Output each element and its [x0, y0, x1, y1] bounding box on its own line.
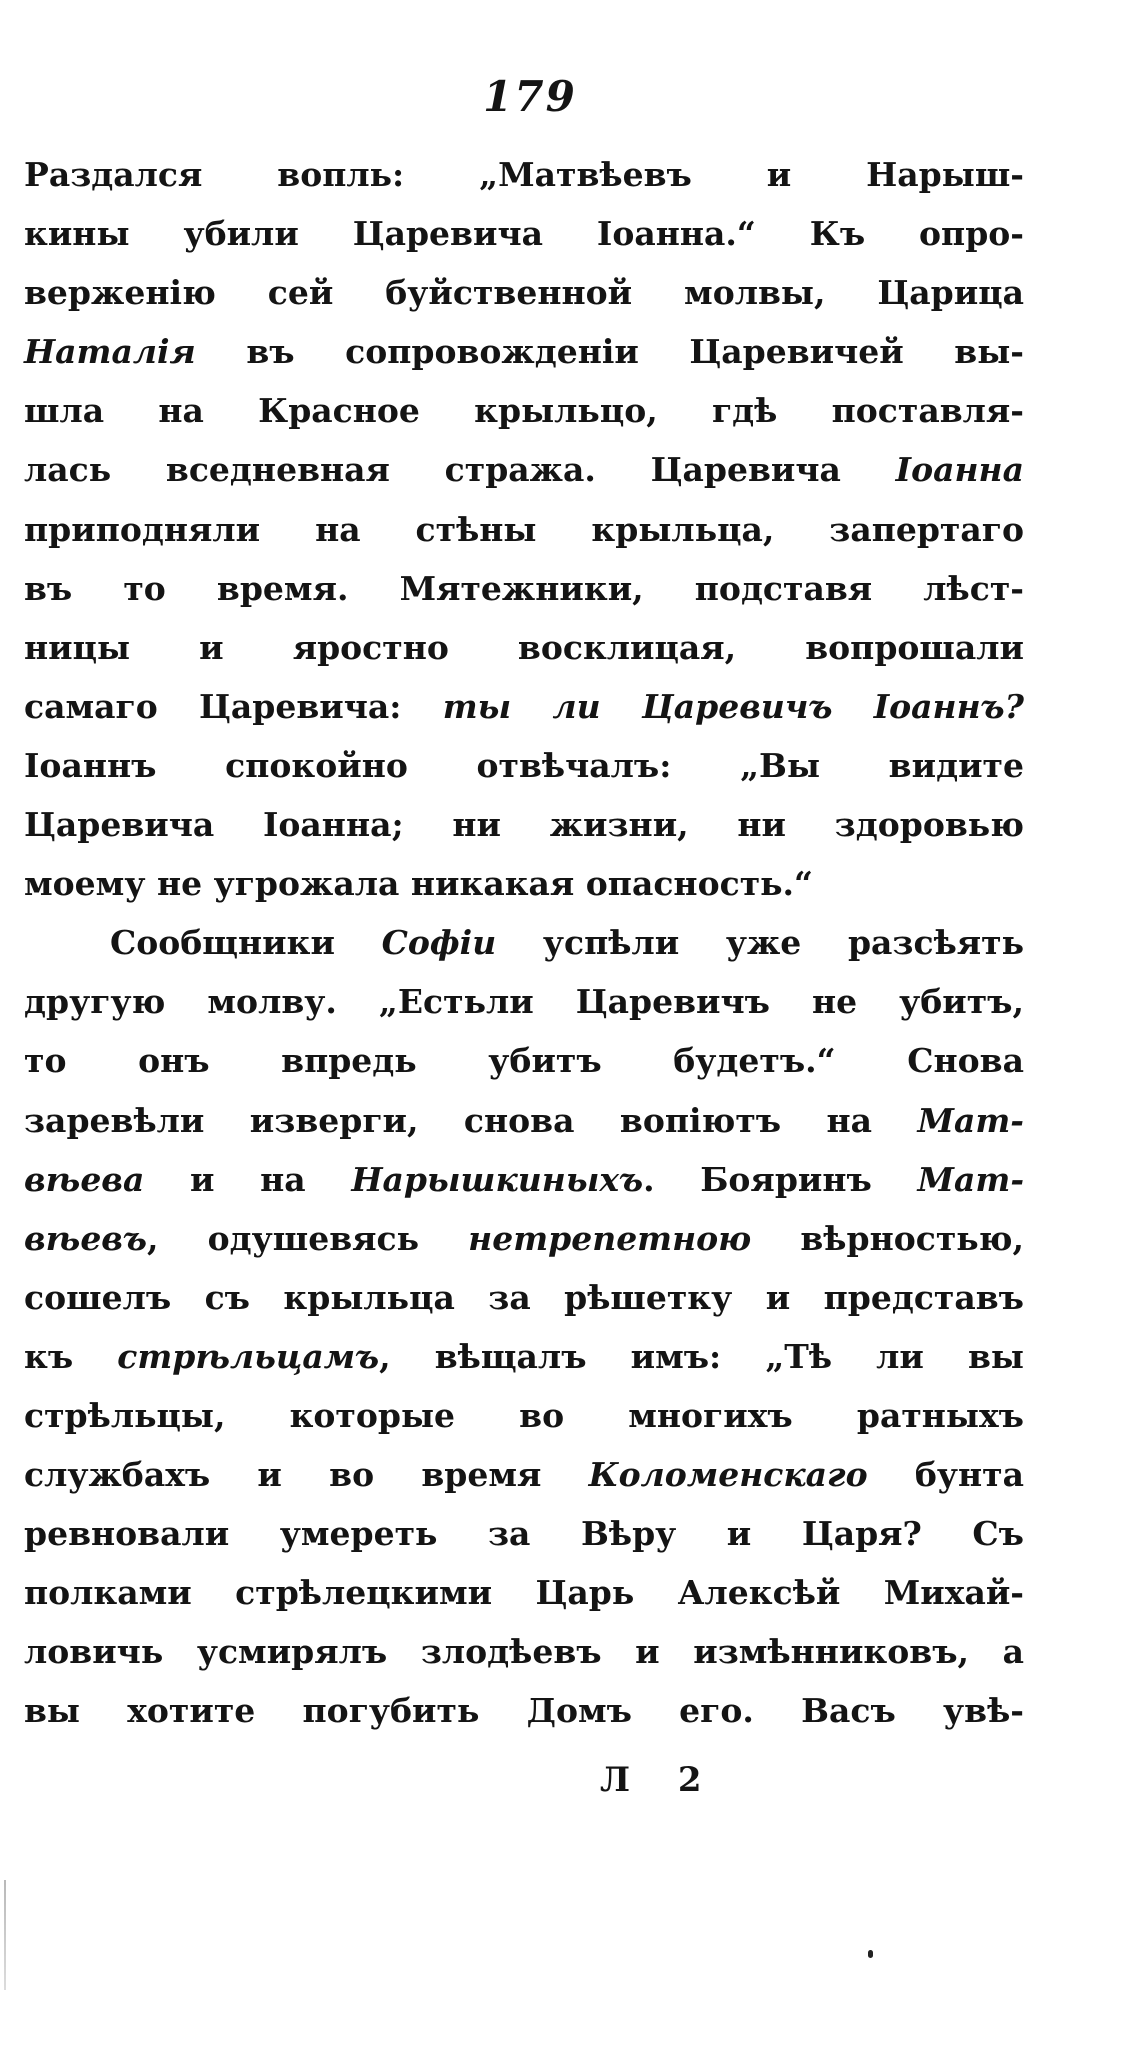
- margin-scan-mark: [4, 1880, 6, 1990]
- page-number: 179: [483, 72, 577, 121]
- text-line: ницы и яростно восклицая, вопрошали: [24, 627, 1024, 667]
- text-run: Сообщники: [110, 923, 382, 963]
- text-line: Царевича Іоанна; ни жизни, ни здоровью: [24, 805, 1024, 845]
- text-line: вы хотите погубить Домъ его. Васъ увѣ-: [24, 1691, 1024, 1731]
- text-line: [24, 1327, 1024, 1386]
- italic-name: ты ли Царевичъ Іоаннъ?: [442, 686, 1024, 726]
- text-run: успѣли уже разсѣять: [496, 923, 1025, 963]
- text-run: бунта: [867, 1455, 1025, 1495]
- italic-name: Софіи: [381, 923, 497, 963]
- text-run: . Бояринъ: [643, 1159, 918, 1199]
- text-run: , одушевясь: [146, 1218, 469, 1258]
- text-run: вѣрностью,: [751, 1218, 1024, 1258]
- italic-name: вѣева: [24, 1159, 145, 1199]
- italic-name: Іоанна: [895, 450, 1024, 490]
- italic-name: нетрепетною: [468, 1218, 752, 1258]
- text-run: къ: [24, 1336, 118, 1376]
- text-line: стрѣльцы, которые во многихъ ратныхъ: [24, 1395, 1024, 1435]
- text-line: моему не угрожала никакая опасность.“: [24, 864, 814, 904]
- italic-name: Нарышкиныхъ: [351, 1159, 644, 1199]
- text-line: то онъ впредь убитъ будетъ.“ Снова: [24, 1041, 1024, 1081]
- text-run: въ сопровожденіи Царевичей вы-: [195, 332, 1024, 372]
- italic-name: Коломенскаго: [588, 1455, 868, 1495]
- printer-signature-mark: Л 2: [600, 1760, 720, 1800]
- italic-name: Мат-: [917, 1100, 1024, 1140]
- text-line: другую молву. „Естьли Царевичъ не убитъ,: [24, 982, 1024, 1022]
- text-line: ловичь усмирялъ злодѣевъ и измѣнниковъ, а: [24, 1632, 1024, 1672]
- text-line: ревновали умереть за Вѣру и Царя? Съ: [24, 1514, 1024, 1554]
- text-run: службахъ и во время: [24, 1455, 589, 1495]
- text-line: [24, 322, 1024, 381]
- text-line: приподняли на стѣны крыльца, запертаго: [24, 509, 1024, 549]
- ink-speck: [868, 1950, 873, 1958]
- text-line: [24, 1150, 1024, 1209]
- text-run: и на: [144, 1159, 352, 1199]
- text-line: [24, 1091, 1024, 1150]
- text-line: въ то время. Мятежники, подставя лѣст-: [24, 568, 1024, 608]
- text-line: [24, 1209, 1024, 1268]
- text-run: лась вседневная стража. Царевича: [24, 450, 896, 490]
- text-run: заревѣли изверги, снова вопіютъ на: [24, 1100, 918, 1140]
- text-line: [24, 677, 1024, 736]
- text-line: Раздался вопль: „Матвѣевъ и Нарыш-: [24, 155, 1024, 194]
- text-line: [24, 1445, 1024, 1504]
- text-run: самаго Царевича:: [24, 686, 443, 726]
- text-run: , вѣщалъ имъ: „Тѣ ли вы: [379, 1336, 1024, 1376]
- text-line: [24, 440, 1024, 499]
- italic-name: Наталія: [24, 332, 196, 372]
- text-line: кины убили Царевича Іоанна.“ Къ опро-: [24, 214, 1024, 254]
- text-line: полками стрѣлецкими Царь Алексѣй Михай-: [24, 1573, 1024, 1613]
- text-line: Іоаннъ спокойно отвѣчалъ: „Вы видите: [24, 745, 1024, 785]
- italic-name: стрѣльцамъ: [117, 1336, 380, 1376]
- text-line: шла на Красное крыльцо, гдѣ поставля-: [24, 391, 1024, 431]
- italic-name: вѣевъ: [24, 1218, 147, 1258]
- text-line: сошелъ съ крыльца за рѣшетку и представъ: [24, 1277, 1024, 1317]
- text-line: верженію сей буйственной молвы, Царица: [24, 273, 1024, 313]
- italic-name: Мат-: [917, 1159, 1025, 1199]
- text-line: [24, 913, 1024, 972]
- body-text: [24, 145, 1024, 1741]
